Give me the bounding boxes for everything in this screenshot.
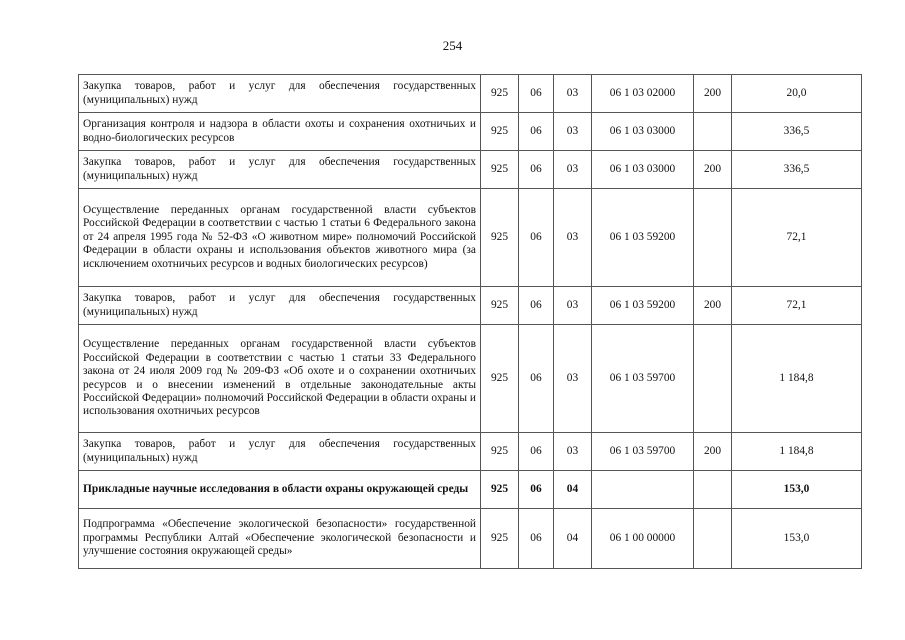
subsection-code-cell: 03 [554,151,592,189]
section-code-cell: 06 [519,75,554,113]
expense-type-cell [694,113,732,151]
ministry-code-cell: 925 [481,433,519,471]
subsection-code-cell: 04 [554,471,592,509]
section-code-cell: 06 [519,471,554,509]
expense-type-cell [694,471,732,509]
page-number: 254 [442,38,463,53]
table-row [79,287,862,325]
target-article-cell: 06 1 03 59200 [592,189,694,287]
row-description: Подпрограмма «Обеспечение экологической безопасности» государственной программы Республики Алтай «Обеспечение экологической безопасности и улучшение состояния окружающей среды» [79,509,481,569]
table-body [79,75,862,569]
amount-cell: 72,1 [732,189,862,287]
row-description: Закупка товаров, работ и услуг для обеспечения государственных (муниципальных) нужд [79,151,481,189]
row-description: Осуществление переданных органам государственной власти субъектов Российской Федерации в соответствии с частью 1 статьи 33 Федерального закона от 24 июля 2009 год № 209-ФЗ «Об охоте и о сохранении охотничьих ресурсов и о внесении изменений в отдельные законодательные акты Российской Федерации» полномочий Российской Федерации в области охраны и использования охотничьих ресурсов [79,325,481,433]
section-code-cell: 06 [519,325,554,433]
table-row [79,509,862,569]
table-row [79,75,862,113]
amount-cell: 336,5 [732,151,862,189]
table-row [79,471,862,509]
expense-type-cell: 200 [694,287,732,325]
section-code-cell: 06 [519,287,554,325]
section-code-cell: 06 [519,189,554,287]
subsection-code-cell: 03 [554,75,592,113]
subsection-code-cell: 03 [554,325,592,433]
ministry-code-cell: 925 [481,113,519,151]
target-article-cell: 06 1 03 03000 [592,113,694,151]
target-article-cell: 06 1 03 03000 [592,151,694,189]
amount-cell: 20,0 [732,75,862,113]
ministry-code-cell: 925 [481,287,519,325]
subsection-code-cell: 03 [554,287,592,325]
subsection-code-cell: 03 [554,433,592,471]
section-code-cell: 06 [519,509,554,569]
row-description: Закупка товаров, работ и услуг для обеспечения государственных (муниципальных) нужд [79,75,481,113]
section-code-cell: 06 [519,113,554,151]
ministry-code-cell: 925 [481,151,519,189]
ministry-code-cell: 925 [481,325,519,433]
table-row [79,189,862,287]
amount-cell: 153,0 [732,471,862,509]
ministry-code-cell: 925 [481,509,519,569]
amount-cell: 1 184,8 [732,325,862,433]
amount-cell: 1 184,8 [732,433,862,471]
row-description: Осуществление переданных органам государственной власти субъектов Российской Федерации в соответствии с частью 1 статьи 6 Федерального закона от 24 апреля 1995 года № 52-ФЗ «О животном мире» полномочий Российской Федерации в области охраны и использования объектов животного мира (за исключением охотничьих ресурсов и водных биологических ресурсов) [79,189,481,287]
target-article-cell: 06 1 03 59700 [592,325,694,433]
row-description: Организация контроля и надзора в области охоты и сохранения охотничьих и водно-биологических ресурсов [79,113,481,151]
amount-cell: 153,0 [732,509,862,569]
expense-type-cell: 200 [694,433,732,471]
section-code-cell: 06 [519,151,554,189]
target-article-cell [592,471,694,509]
table-row [79,433,862,471]
target-article-cell: 06 1 03 59200 [592,287,694,325]
expense-type-cell [694,509,732,569]
target-article-cell: 06 1 00 00000 [592,509,694,569]
table-row [79,325,862,433]
budget-table [78,74,862,569]
expense-type-cell: 200 [694,75,732,113]
row-description: Закупка товаров, работ и услуг для обеспечения государственных (муниципальных) нужд [79,433,481,471]
expense-type-cell [694,189,732,287]
amount-cell: 336,5 [732,113,862,151]
target-article-cell: 06 1 03 02000 [592,75,694,113]
ministry-code-cell: 925 [481,189,519,287]
section-code-cell: 06 [519,433,554,471]
amount-cell: 72,1 [732,287,862,325]
ministry-code-cell: 925 [481,471,519,509]
subsection-code-cell: 03 [554,189,592,287]
row-description: Прикладные научные исследования в области охраны окружающей среды [79,471,481,509]
subsection-code-cell: 03 [554,113,592,151]
ministry-code-cell: 925 [481,75,519,113]
table-row [79,151,862,189]
table-row [79,113,862,151]
target-article-cell: 06 1 03 59700 [592,433,694,471]
subsection-code-cell: 04 [554,509,592,569]
expense-type-cell [694,325,732,433]
expense-type-cell: 200 [694,151,732,189]
row-description: Закупка товаров, работ и услуг для обеспечения государственных (муниципальных) нужд [79,287,481,325]
